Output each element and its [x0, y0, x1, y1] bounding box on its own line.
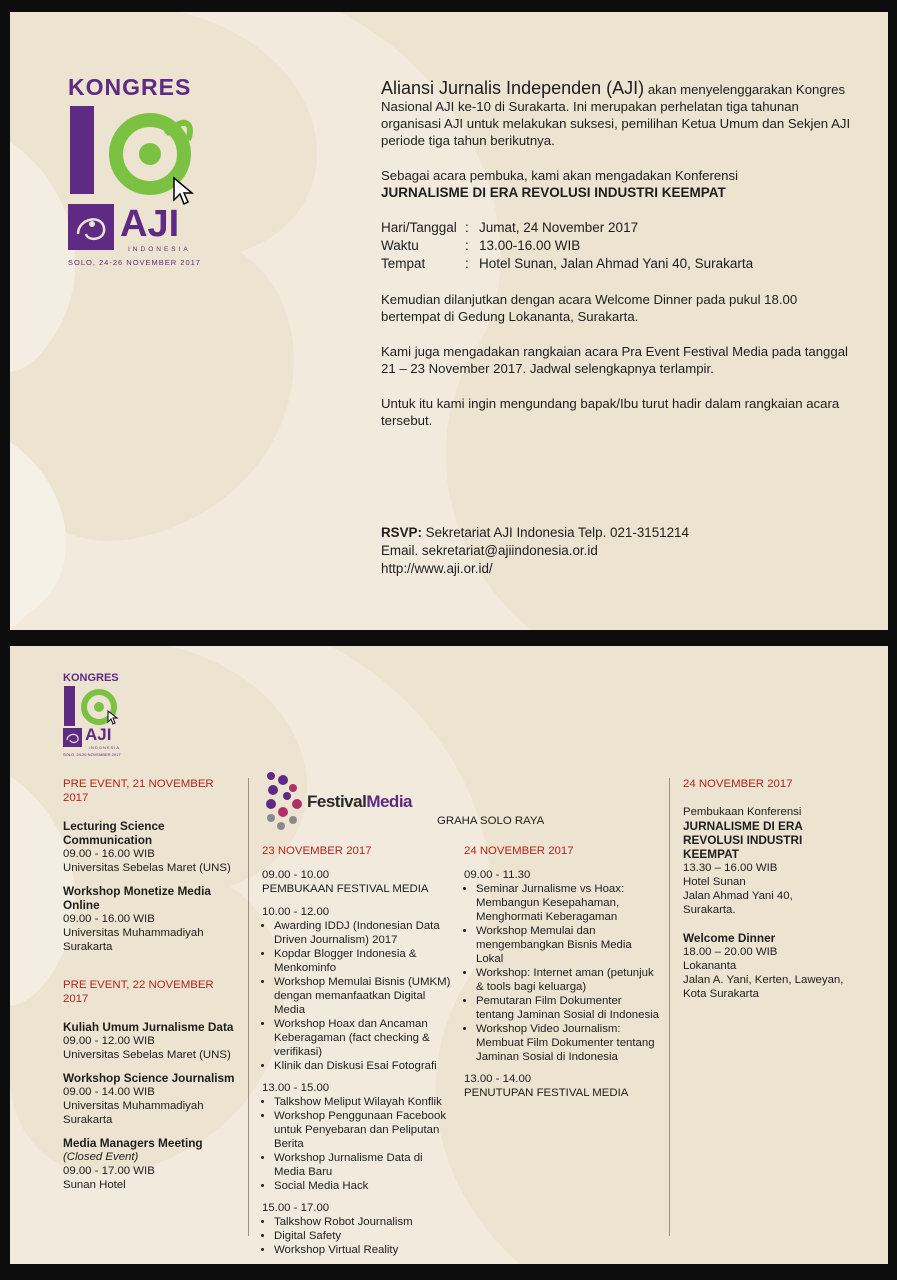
- list-item: • Klinik dan Diskusi Esai Fotografi: [274, 1059, 454, 1073]
- detail-label: Hari/Tanggal: [381, 220, 457, 235]
- detail-colon: :: [465, 220, 469, 235]
- invitation-body: [381, 80, 851, 447]
- event-time: 09.00 - 12.00 WIB: [63, 1035, 155, 1047]
- detail-row-date: [381, 219, 851, 237]
- event-item: [63, 1071, 241, 1127]
- column-divider: [669, 778, 670, 1236]
- rsvp-phone: Sekretariat AJI Indonesia Telp. 021-3151214: [421, 525, 689, 540]
- list-item: • Workshop Virtual Reality: [274, 1243, 454, 1257]
- conference-title: JURNALISME DI ERA REVOLUSI INDUSTRI KEEMPAT: [683, 819, 803, 861]
- time-slot: 09.00 - 11.30: [464, 869, 531, 881]
- preevent-paragraph: Kami juga mengadakan rangkaian acara Pra Event Festival Media pada tanggal 21 – 23 November 2017. Jadwal selengkapnya terlampir.: [381, 344, 848, 376]
- festival-media-wordmark: [307, 792, 412, 812]
- event-time: 09.00 - 17.00 WIB: [63, 1165, 155, 1177]
- session-list: [464, 882, 660, 1064]
- invite-paragraph: Untuk itu kami ingin mengundang bapak/Ibu turut hadir dalam rangkaian acara tersebut.: [381, 396, 840, 428]
- list-item: • Workshop Jurnalisme Data di Media Baru: [274, 1151, 454, 1179]
- logo-date-text: SOLO, 24-26 NOVEMBER 2017: [68, 258, 201, 267]
- list-item: • Talkshow Robot Journalism: [274, 1215, 454, 1229]
- nov-23-heading: 23 NOVEMBER 2017: [262, 845, 372, 857]
- conference-time: 13.30 – 16.00 WIB: [683, 862, 778, 874]
- list-item: • Workshop Memulai dan mengembangkan Bisnis Media Lokal: [476, 924, 660, 966]
- festival-venue: GRAHA SOLO RAYA: [437, 815, 545, 827]
- session-title: PENUTUPAN FESTIVAL MEDIA: [464, 1087, 629, 1099]
- event-place: Universitas Muhammadiyah Surakarta: [63, 927, 204, 953]
- session-list: [262, 1095, 454, 1193]
- cursor-icon: [172, 176, 194, 206]
- dinner-time: 18.00 – 20.00 WIB: [683, 946, 778, 958]
- time-slot: 10.00 - 12.00: [262, 906, 330, 918]
- list-item: • Talkshow Meliput Wilayah Konflik: [274, 1095, 454, 1109]
- event-details: [381, 219, 851, 273]
- conference-venue: Hotel Sunan: [683, 876, 746, 888]
- event-place: Sunan Hotel: [63, 1179, 126, 1191]
- pre-event-22-heading: PRE EVENT, 22 NOVEMBER 2017: [63, 979, 214, 1005]
- time-slot: 13.00 - 15.00: [262, 1082, 330, 1094]
- rsvp-block: [381, 524, 689, 578]
- conference-address: Jalan Ahmad Yani 40, Surakarta.: [683, 890, 793, 916]
- list-item: • Kopdar Blogger Indonesia & Menkominfo: [274, 947, 454, 975]
- organisation-name: Aliansi Jurnalis Independen (AJI): [381, 78, 645, 98]
- detail-colon: :: [465, 256, 469, 271]
- event-title: Kuliah Umum Jurnalisme Data: [63, 1020, 234, 1034]
- event-title: Lecturing Science Communication: [63, 819, 165, 847]
- nov-23-column: [262, 844, 454, 1257]
- small-kongres-aji-logo: [63, 672, 133, 757]
- event-place: Universitas Sebelas Maret (UNS): [63, 1049, 231, 1061]
- list-item: • Digital Safety: [274, 1229, 454, 1243]
- pre-event-21-heading: PRE EVENT, 21 NOVEMBER 2017: [63, 778, 214, 804]
- intro-text: akan menyelenggarakan Kongres Nasional AJI ke-10 di Surakarta. Ini merupakan perhelatan tiga tahunan organisasi AJI untuk melakukan suksesi, pemilihan Ketua Umum dan Sekjen AJI periode tiga tahun berikutnya.: [381, 82, 851, 148]
- festival-media-emblem: [263, 770, 307, 832]
- logo-aji-emblem: [68, 204, 116, 252]
- conference-title: JURNALISME DI ERA REVOLUSI INDUSTRI KEEMPAT: [381, 185, 726, 200]
- list-item: • Workshop Penggunaan Facebook untuk Penyebaran dan Peliputan Berita: [274, 1109, 454, 1151]
- conference-heading: 24 NOVEMBER 2017: [683, 778, 793, 790]
- logo-indonesia-text: INDONESIA: [128, 246, 191, 253]
- rsvp-label: RSVP:: [381, 525, 422, 540]
- list-item: • Workshop Memulai Bisnis (UMKM) dengan memanfaatkan Digital Media: [274, 975, 454, 1017]
- logo-kongres-text: KONGRES: [68, 74, 192, 100]
- event-item: [63, 819, 241, 875]
- session-list: [262, 919, 454, 1073]
- time-slot: 15.00 - 17.00: [262, 1202, 330, 1214]
- detail-value: Jumat, 24 November 2017: [479, 220, 639, 235]
- festival-wordmark-b: Media: [366, 792, 412, 811]
- detail-colon: :: [465, 238, 469, 253]
- nov-24-heading: 24 NOVEMBER 2017: [464, 845, 574, 857]
- opening-text: Sebagai acara pembuka, kami akan mengadakan Konferensi: [381, 168, 739, 183]
- event-place: Universitas Sebelas Maret (UNS): [63, 862, 231, 874]
- list-item: • Workshop Hoax dan Ancaman Keberagaman (fact checking & verifikasi): [274, 1017, 454, 1059]
- logo-aji-text: AJI: [85, 725, 112, 744]
- detail-label: Waktu: [381, 238, 419, 253]
- event-title: Workshop Monetize Media Online: [63, 884, 211, 912]
- time-slot: 13.00 - 14.00: [464, 1073, 532, 1085]
- time-slot: 09.00 - 10.00: [262, 869, 330, 881]
- detail-row-place: [381, 255, 851, 273]
- column-divider: [248, 778, 249, 1236]
- logo-indonesia-text: INDONESIA: [89, 745, 121, 750]
- dinner-paragraph: Kemudian dilanjutkan dengan acara Welcome Dinner pada pukul 18.00 bertempat di Gedung Lokananta, Surakarta.: [381, 292, 798, 324]
- list-item: • Workshop Video Journalism: Membuat Film Dokumenter tentang Jaminan Sosial di Indonesia: [476, 1022, 660, 1064]
- invitation-page-1: [10, 12, 888, 630]
- session-title: PEMBUKAAN FESTIVAL MEDIA: [262, 883, 429, 895]
- kongres-aji-logo: [68, 74, 218, 274]
- event-place: Universitas Muhammadiyah Surakarta: [63, 1100, 204, 1126]
- conference-column: [683, 777, 848, 1001]
- event-item: [63, 884, 241, 954]
- logo-kongres-text: KONGRES: [63, 672, 119, 684]
- detail-value: Hotel Sunan, Jalan Ahmad Yani 40, Surakarta: [479, 256, 754, 271]
- dinner-address: Jalan A. Yani, Kerten, Laweyan, Kota Surakarta: [683, 974, 844, 1000]
- event-title: Workshop Science Journalism: [63, 1071, 235, 1085]
- pre-event-column: [63, 777, 241, 1201]
- list-item: • Seminar Jurnalisme vs Hoax: Membangun Kesepahaman, Menghormati Keberagaman: [476, 882, 660, 924]
- event-note: (Closed Event): [63, 1151, 139, 1163]
- nov-24-column: [464, 844, 660, 1100]
- rsvp-email[interactable]: Email. sekretariat@ajiindonesia.or.id: [381, 543, 598, 558]
- logo-aji-emblem: [63, 728, 83, 748]
- logo-aji-text: AJI: [120, 203, 180, 245]
- rsvp-line: [381, 524, 689, 542]
- invitation-page-2: [10, 646, 888, 1264]
- detail-row-time: [381, 237, 851, 255]
- logo-date-text: SOLO, 24-26 NOVEMBER 2017: [63, 752, 121, 757]
- detail-value: 13.00-16.00 WIB: [479, 238, 581, 253]
- list-item: • Social Media Hack: [274, 1179, 454, 1193]
- event-title: Media Managers Meeting: [63, 1136, 203, 1150]
- conference-opening: Pembukaan Konferensi: [683, 806, 802, 818]
- detail-label: Tempat: [381, 256, 426, 271]
- event-time: 09.00 - 16.00 WIB: [63, 913, 155, 925]
- dinner-venue: Lokananta: [683, 960, 737, 972]
- festival-media-logo: [263, 770, 433, 832]
- session-list: [262, 1215, 454, 1257]
- rsvp-website-link[interactable]: http://www.aji.or.id/: [381, 561, 493, 576]
- event-time: 09.00 - 14.00 WIB: [63, 1086, 155, 1098]
- event-item: [63, 1136, 241, 1192]
- list-item: • Pemutaran Film Dokumenter tentang Jaminan Sosial di Indonesia: [476, 994, 660, 1022]
- intro-paragraph: [381, 80, 851, 149]
- cursor-icon: [107, 710, 119, 726]
- event-time: 09.00 - 16.00 WIB: [63, 848, 155, 860]
- festival-wordmark-a: Festival: [307, 792, 367, 811]
- list-item: • Awarding IDDJ (Indonesian Data Driven Journalism) 2017: [274, 919, 454, 947]
- event-item: [63, 1020, 241, 1062]
- list-item: • Workshop: Internet aman (petunjuk & tools bagi keluarga): [476, 966, 660, 994]
- opening-paragraph: [381, 167, 851, 201]
- dinner-title: Welcome Dinner: [683, 931, 776, 945]
